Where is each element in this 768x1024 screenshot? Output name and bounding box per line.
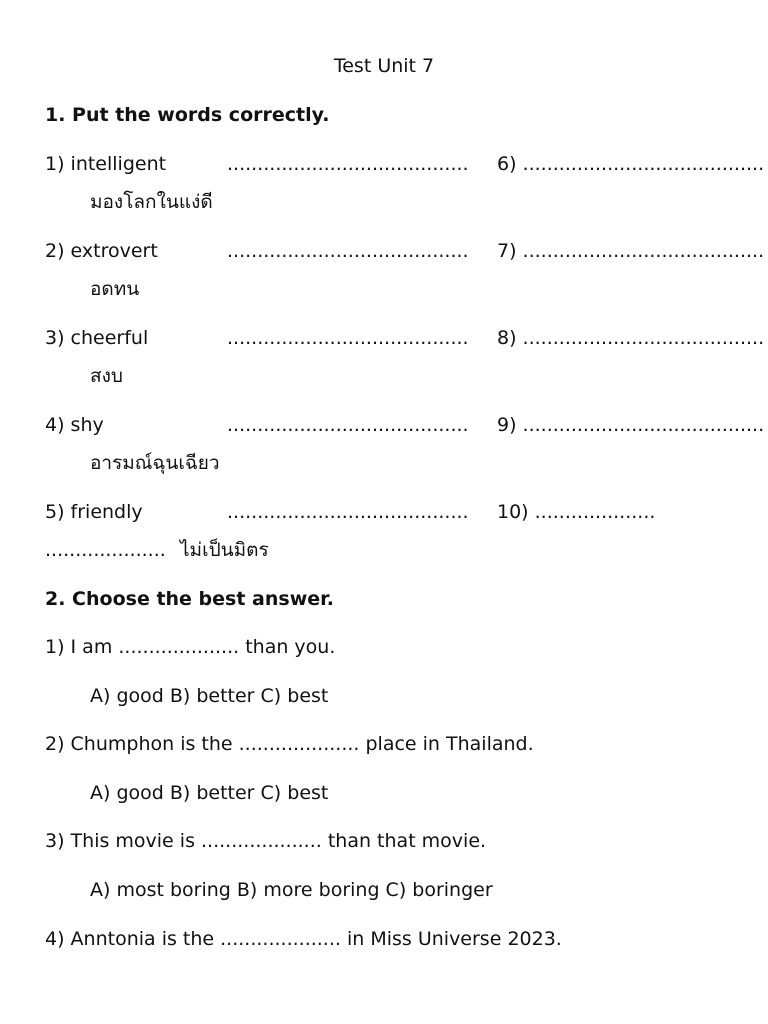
answer-blank-10-continued: ....................: [45, 539, 166, 561]
word-item-2: 2) extrovert: [45, 240, 158, 262]
question-2-options: A) good B) better C) best: [90, 782, 329, 804]
thai-word-2: อดทน: [90, 278, 140, 300]
question-4: 4) Anntonia is the .................... in Miss Universe 2023.: [45, 928, 562, 950]
thai-word-4: อารมณ์ฉุนเฉียว: [90, 452, 220, 474]
answer-blank-5: ........................................: [227, 501, 469, 523]
answer-blank-9: 9) ........................................: [497, 414, 765, 436]
section1-heading: 1. Put the words correctly.: [45, 104, 330, 126]
thai-word-3: สงบ: [90, 365, 123, 387]
answer-blank-4: ........................................: [227, 414, 469, 436]
word-item-4: 4) shy: [45, 414, 104, 436]
answer-blank-3: ........................................: [227, 327, 469, 349]
answer-blank-1: ........................................: [227, 153, 469, 175]
thai-word-5: ไม่เป็นมิตร: [180, 539, 269, 561]
answer-blank-8: 8) ........................................: [497, 327, 765, 349]
question-1-options: A) good B) better C) best: [90, 685, 329, 707]
word-item-3: 3) cheerful: [45, 327, 149, 349]
page-title: Test Unit 7: [333, 55, 435, 77]
answer-blank-2: ........................................: [227, 240, 469, 262]
question-1: 1) I am .................... than you.: [45, 636, 336, 658]
thai-word-1: มองโลกในแง่ดี: [90, 191, 213, 213]
question-3: 3) This movie is .................... than that movie.: [45, 830, 487, 852]
word-item-5: 5) friendly: [45, 501, 143, 523]
answer-blank-6: 6) ........................................: [497, 153, 765, 175]
section2-heading: 2. Choose the best answer.: [45, 588, 335, 610]
answer-blank-10: 10) ....................: [497, 501, 656, 523]
question-3-options: A) most boring B) more boring C) boringer: [90, 879, 493, 901]
question-2: 2) Chumphon is the .................... place in Thailand.: [45, 733, 534, 755]
answer-blank-7: 7) ........................................: [497, 240, 765, 262]
word-item-1: 1) intelligent: [45, 153, 167, 175]
